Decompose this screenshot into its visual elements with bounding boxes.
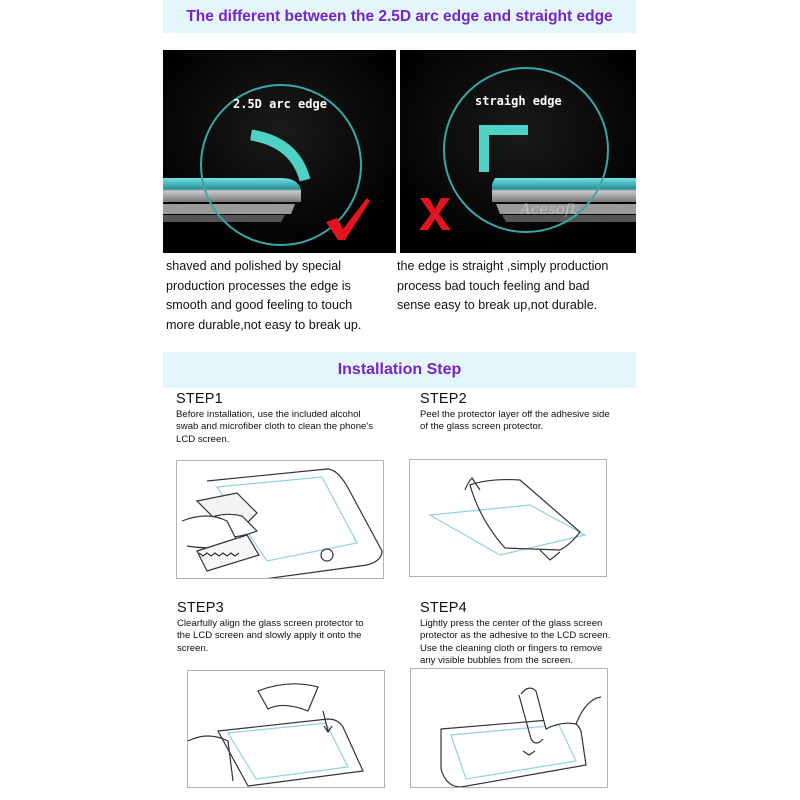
description-line: process bad touch feeling and bad [397, 278, 590, 293]
step2-illustration [409, 459, 607, 577]
description-line: shaved and polished by special [166, 259, 342, 273]
straight-edge-photo [400, 50, 636, 253]
step-line: any visible bubbles from the screen. [420, 655, 574, 667]
step4-illustration [410, 668, 608, 788]
arc-edge-photo [163, 50, 396, 253]
comparison-title: The different between the 2.5D arc edge and straight edge [186, 7, 613, 25]
step1-text [176, 409, 373, 446]
step-line: Clearfully align the glass screen protector to [177, 618, 364, 629]
step3-text [177, 618, 364, 655]
description-line: more durable,not easy to break up. [166, 317, 362, 332]
comparison-banner [163, 0, 636, 33]
step1-illustration [176, 460, 384, 579]
description-line: the edge is straight ,simply production [397, 259, 609, 273]
step-line: Before installation, use the included alcohol [176, 409, 361, 420]
step2-text [420, 409, 610, 434]
step-line: Use the cleaning cloth or fingers to remove [420, 642, 603, 654]
step-line: of the glass screen protector. [420, 421, 544, 433]
checkmark-icon [323, 192, 373, 242]
step-line: LCD screen. [176, 433, 230, 445]
step-line: swab and microfiber cloth to clean the phone's [176, 421, 374, 433]
step-line: Peel the protector layer off the adhesive side [420, 409, 610, 420]
arc-edge-label: 2.5D arc edge [233, 97, 327, 111]
step-line: Lightly press the center of the glass screen [420, 618, 603, 629]
straight-edge-label: straigh edge [475, 94, 562, 108]
step4-title: STEP4 [420, 600, 467, 616]
installation-title: Installation Step [337, 361, 462, 378]
step1-title: STEP1 [176, 391, 223, 407]
installation-banner [163, 352, 636, 388]
step3-illustration [187, 670, 385, 788]
step2-title: STEP2 [420, 391, 467, 407]
description-line: smooth and good feeling to touch [166, 298, 353, 312]
step-line: the LCD screen and slowly apply it onto the [177, 630, 362, 642]
straight-edge-description [397, 257, 608, 316]
cross-icon [418, 196, 452, 232]
step4-text [420, 618, 610, 668]
watermark-text: Acesoft [520, 200, 577, 218]
step-line: protector as the adhesive to the LCD screen. [420, 630, 611, 642]
step3-title: STEP3 [177, 600, 224, 616]
description-line: sense easy to break up,not durable. [397, 298, 598, 312]
step-line: screen. [177, 642, 209, 654]
arc-edge-description [166, 257, 361, 335]
description-line: production processes the edge is [166, 278, 351, 293]
